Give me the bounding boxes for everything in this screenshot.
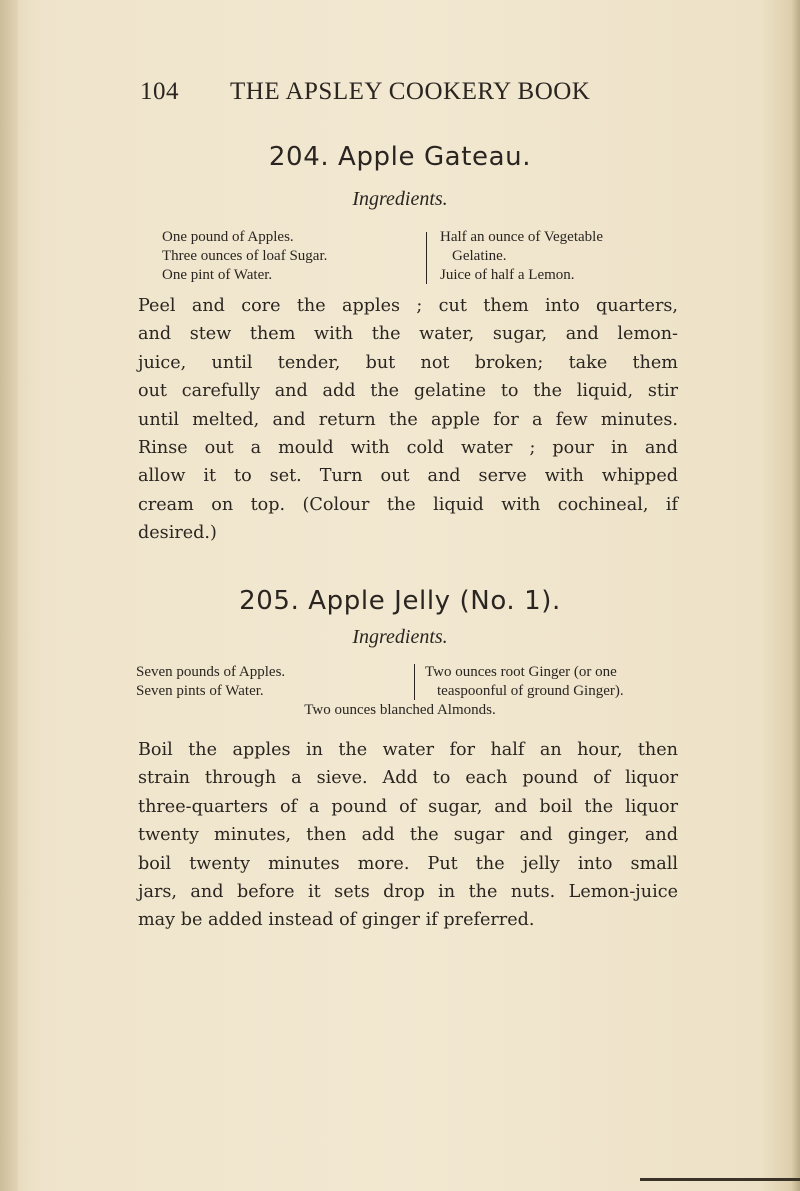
ingredients-right-column: [440, 228, 603, 285]
ingredient-item: Seven pounds of Apples.: [136, 664, 286, 680]
method-paragraph: [138, 292, 678, 548]
ingredient-item: Juice of half a Lemon.: [440, 267, 575, 283]
ingredients-heading: Ingredients.: [352, 188, 448, 210]
ingredient-item: One pound of Apples.: [162, 229, 294, 245]
method-line: allow it to set. Turn out and serve with whipped: [138, 466, 678, 487]
method-line: may be added instead of ginger if preferred.: [138, 910, 535, 931]
method-line: cream on top. (Colour the liquid with cochineal, if: [138, 494, 678, 515]
method-line: and stew them with the water, sugar, and lemon-: [138, 324, 678, 345]
method-line: juice, until tender, but not broken; take them: [138, 352, 678, 373]
ingredient-item: Gelatine.: [452, 248, 507, 264]
ingredients-left-column: [162, 228, 327, 285]
recipe-title: 205. Apple Jelly (No. 1).: [239, 586, 561, 616]
ingredient-item-centered: Two ounces blanched Almonds.: [304, 702, 496, 718]
page-bottom-rule: [640, 1178, 800, 1181]
ingredient-item: Three ounces of loaf Sugar.: [162, 248, 328, 264]
ingredients-right-column: [425, 663, 624, 701]
method-paragraph: [138, 736, 678, 935]
method-line: Peel and core the apples ; cut them into quarters,: [138, 296, 678, 316]
ingredient-item: Two ounces root Ginger (or one: [425, 664, 617, 680]
method-line: twenty minutes, then add the sugar and ginger, and: [138, 825, 678, 846]
method-line: Rinse out a mould with cold water ; pour in and: [138, 438, 678, 459]
method-line: Boil the apples in the water for half an hour, then: [138, 740, 678, 760]
ingredient-item: Seven pints of Water.: [136, 683, 264, 699]
running-head: [140, 78, 680, 106]
page-number: 104: [140, 78, 179, 105]
book-title: THE APSLEY COOKERY BOOK: [230, 78, 591, 105]
ingredients-heading: Ingredients.: [352, 626, 448, 648]
ingredient-item: teaspoonful of ground Ginger).: [437, 683, 624, 699]
column-divider: [414, 664, 415, 700]
ingredient-item: Half an ounce of Vegetable: [440, 229, 603, 245]
column-divider: [426, 232, 427, 284]
method-line: out carefully and add the gelatine to the liquid, stir: [138, 381, 678, 402]
method-line: strain through a sieve. Add to each pound of liquor: [138, 768, 678, 789]
method-line: boil twenty minutes more. Put the jelly into small: [138, 853, 678, 874]
method-line: jars, and before it sets drop in the nuts. Lemon-juice: [138, 882, 678, 903]
method-line: desired.): [138, 523, 217, 544]
ingredient-item: One pint of Water.: [162, 267, 273, 283]
recipe-title: 204. Apple Gateau.: [268, 142, 532, 172]
method-line: three-quarters of a pound of sugar, and boil the liquor: [138, 796, 678, 817]
method-line: until melted, and return the apple for a few minutes.: [138, 409, 678, 430]
ingredients-left-column: [136, 663, 285, 701]
